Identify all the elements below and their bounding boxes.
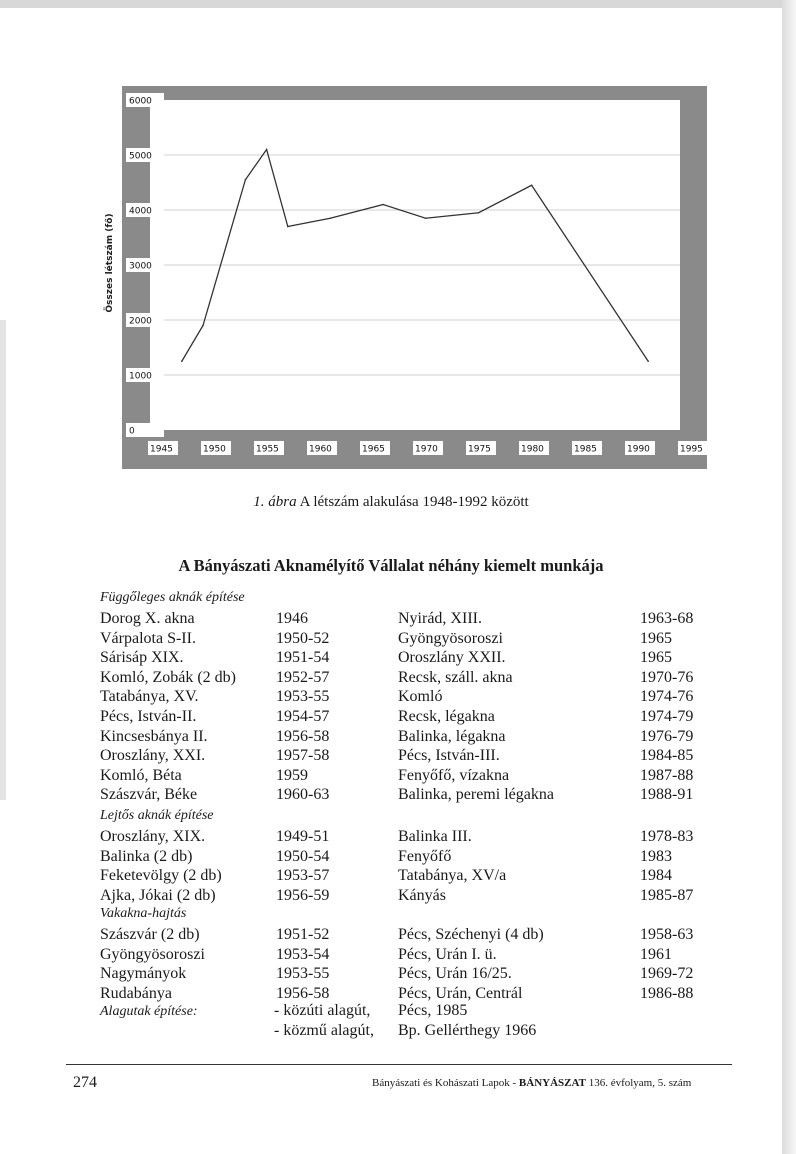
site-name: Pécs, Urán, Centrál — [398, 984, 523, 1002]
table-row — [0, 926, 782, 946]
site-name: Pécs, Urán I. ü. — [398, 945, 497, 963]
footer-rule — [66, 1064, 732, 1065]
tunnel-type: - közmű alagút, — [274, 1022, 374, 1039]
site-name: Nagymányok — [100, 965, 187, 983]
site-name: Komló, Zobák (2 db) — [100, 668, 236, 686]
site-years: 1956-59 — [276, 886, 330, 904]
y-tick-label: 6000 — [129, 96, 152, 107]
tunnel-row — [0, 1022, 782, 1042]
table-row — [0, 649, 782, 669]
site-name: Fenyőfő — [398, 847, 452, 865]
site-years: 1976-79 — [640, 727, 694, 745]
site-years: 1950-52 — [276, 629, 330, 647]
site-years: 1953-55 — [276, 965, 330, 983]
site-years: 1969-72 — [640, 965, 694, 983]
site-years: 1987-88 — [640, 766, 694, 784]
site-name: Szászvár, Béke — [100, 786, 198, 804]
data-point — [382, 204, 384, 206]
site-name: Gyöngyösoroszi — [100, 945, 205, 963]
table-row — [0, 828, 782, 848]
site-years: 1974-79 — [640, 708, 694, 725]
table-row — [0, 848, 782, 868]
y-tick-label: 5000 — [129, 151, 152, 162]
y-tick-label: 2000 — [129, 316, 152, 327]
data-point — [647, 360, 649, 362]
table-row — [0, 965, 782, 985]
x-tick-label: 1975 — [468, 444, 491, 455]
caption-label: ábra — [268, 494, 297, 510]
site-years: 1986-88 — [640, 984, 694, 1002]
y-axis-title-text: Összes létszám (fő) — [105, 213, 115, 313]
y-tick-label: 0 — [129, 426, 135, 437]
site-name: Ajka, Jókai (2 db) — [100, 886, 216, 904]
site-name: Fenyőfő, vízakna — [398, 766, 510, 784]
data-point — [202, 325, 204, 327]
site-years: 1953-55 — [276, 688, 330, 706]
series-line — [182, 150, 648, 362]
table-row — [0, 610, 782, 630]
site-years: 1965 — [640, 629, 672, 647]
site-years: 1970-76 — [640, 668, 694, 686]
table-row — [0, 767, 782, 787]
site-name: Komló — [398, 688, 443, 706]
site-years: 1952-57 — [276, 668, 330, 686]
site-years: 1959 — [276, 766, 308, 784]
x-tick-label: 1960 — [309, 444, 332, 455]
site-name: Recsk, száll. akna — [398, 668, 513, 686]
site-years: 1963-68 — [640, 610, 694, 627]
data-point — [266, 149, 268, 151]
site-name: Tatabánya, XV. — [100, 688, 199, 706]
x-tick-label: 1945 — [150, 444, 173, 455]
site-name: Sárisáp XIX. — [100, 649, 184, 667]
x-tick-label: 1985 — [574, 444, 597, 455]
site-years: 1960-63 — [276, 786, 330, 804]
site-name: Pécs, Urán 16/25. — [398, 965, 512, 983]
table-row — [0, 688, 782, 708]
table-row — [0, 669, 782, 689]
site-years: 1956-58 — [276, 727, 330, 745]
data-point — [287, 226, 289, 228]
site-name: Balinka, peremi légakna — [398, 786, 554, 804]
site-years: 1953-54 — [276, 945, 330, 963]
site-name: Rudabánya — [100, 984, 172, 1002]
site-years: 1958-63 — [640, 926, 694, 943]
site-name: Pécs, István-II. — [100, 708, 197, 725]
x-tick-label: 1955 — [256, 444, 279, 455]
table-row — [0, 728, 782, 748]
site-years: 1946 — [276, 610, 308, 627]
y-tick-label: 3000 — [129, 261, 152, 272]
table-row — [0, 867, 782, 887]
journal-name: Bányászati és Kohászati Lapok - — [372, 1077, 519, 1089]
table-row — [0, 786, 782, 806]
figure-caption — [0, 494, 782, 511]
x-tick-label: 1990 — [627, 444, 650, 455]
site-name: Gyöngyösoroszi — [398, 629, 503, 647]
section-heading: A Bányászati Aknamélyítő Vállalat néhány kiemelt munkája — [178, 556, 604, 575]
site-years: 1965 — [640, 649, 672, 667]
site-years: 1953-57 — [276, 867, 330, 885]
site-name: Balinka (2 db) — [100, 847, 193, 865]
site-name: Kányás — [398, 886, 446, 904]
x-tick-label: 1980 — [521, 444, 544, 455]
site-years: 1949-51 — [276, 828, 330, 845]
site-name: Várpalota S-II. — [100, 629, 196, 647]
table-row — [0, 747, 782, 767]
site-years: 1951-54 — [276, 649, 330, 667]
site-years: 1978-83 — [640, 828, 694, 845]
tunnel-type: - közúti alagút, — [274, 1002, 371, 1019]
x-tick-label: 1970 — [415, 444, 438, 455]
x-tick-label: 1950 — [203, 444, 226, 455]
site-name: Komló, Béta — [100, 766, 182, 784]
site-name: Balinka III. — [398, 828, 472, 845]
site-name: Tatabánya, XV/a — [398, 867, 507, 885]
site-name: Balinka, légakna — [398, 727, 506, 745]
site-name: Oroszlány, XIX. — [100, 828, 206, 845]
site-years: 1951-52 — [276, 926, 330, 943]
site-years: 1957-58 — [276, 747, 330, 765]
site-name: Oroszlány, XXI. — [100, 747, 206, 765]
tunnel-location: Pécs, 1985 — [398, 1002, 468, 1019]
data-point — [245, 179, 247, 181]
site-name: Recsk, légakna — [398, 708, 495, 725]
site-name: Oroszlány XXII. — [398, 649, 506, 667]
site-years: 1983 — [640, 847, 672, 865]
data-point — [329, 217, 331, 219]
page-number: 274 — [73, 1074, 97, 1091]
site-name: Szászvár (2 db) — [100, 926, 200, 943]
site-name: Nyirád, XIII. — [398, 610, 482, 627]
section-title-inclined-shafts: Lejtős aknák építése — [100, 808, 214, 823]
table-row — [0, 630, 782, 650]
data-point — [425, 217, 427, 219]
tunnel-location: Bp. Gellérthegy 1966 — [398, 1022, 537, 1039]
site-name: Pécs, Széchenyi (4 db) — [398, 926, 544, 943]
site-name: Feketevölgy (2 db) — [100, 867, 222, 885]
site-years: 1950-54 — [276, 847, 330, 865]
site-years: 1956-58 — [276, 984, 330, 1002]
data-point — [531, 184, 533, 186]
y-tick-label: 1000 — [129, 371, 152, 382]
site-name: Dorog X. akna — [100, 610, 195, 627]
site-years: 1961 — [640, 945, 672, 963]
site-years: 1954-57 — [276, 708, 330, 725]
caption-text: A létszám alakulása 1948-1992 között — [299, 494, 529, 510]
x-tick-label: 1965 — [362, 444, 385, 455]
line-chart — [0, 0, 796, 480]
site-years: 1985-87 — [640, 886, 694, 904]
y-tick-label: 4000 — [129, 206, 152, 217]
section-title-blind-shafts: Vakakna-hajtás — [100, 906, 187, 921]
site-years: 1984 — [640, 867, 672, 885]
site-name: Pécs, István-III. — [398, 747, 500, 765]
site-years: 1974-76 — [640, 688, 694, 706]
table-row — [0, 887, 782, 907]
data-point — [478, 212, 480, 214]
section-title-vertical-shafts: Függőleges aknák építése — [100, 590, 245, 605]
site-years: 1984-85 — [640, 747, 694, 765]
journal-footer — [372, 1077, 691, 1089]
data-point — [181, 360, 183, 362]
x-tick-label: 1995 — [680, 444, 703, 455]
table-row — [0, 708, 782, 728]
journal-section: BÁNYÁSZAT — [518, 1077, 586, 1089]
site-years: 1988-91 — [640, 786, 694, 804]
journal-issue: 136. évfolyam, 5. szám — [585, 1077, 692, 1089]
site-name: Kincsesbánya II. — [100, 727, 208, 745]
tunnels-title: Alagutak építése: — [100, 1004, 198, 1019]
caption-number: 1. — [253, 494, 265, 510]
table-row — [0, 946, 782, 966]
tunnel-row — [0, 1002, 782, 1022]
